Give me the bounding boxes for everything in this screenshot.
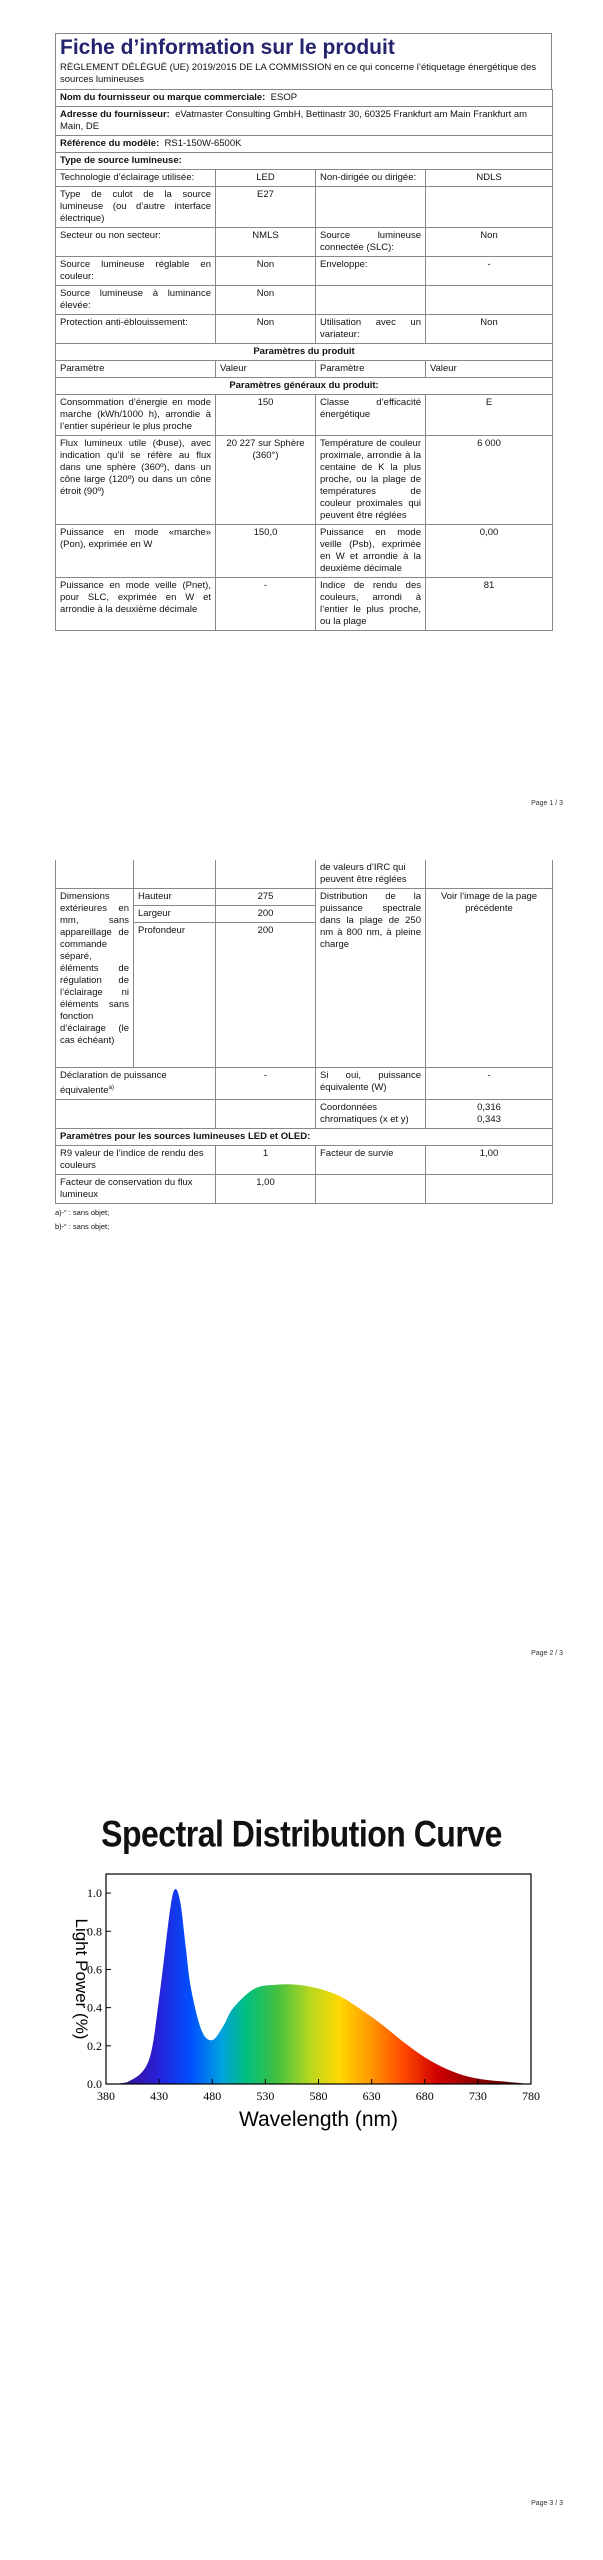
general-label-2: Température de couleur proximale, arrondie à la centaine de K la plus proche, ou la plage de températures de couleur proximales qui peuvent être réglées — [316, 436, 426, 525]
type-value-2: NDLS — [426, 170, 553, 187]
chroma-row — [56, 1100, 553, 1129]
params-header: Paramètres du produit — [56, 344, 553, 361]
x-tick-label: 780 — [522, 2089, 540, 2103]
type-value-1: E27 — [216, 187, 316, 228]
r9-value: 1 — [216, 1146, 316, 1175]
footnotes — [55, 1208, 552, 1232]
equiv-row — [56, 1068, 553, 1100]
type-value-2 — [426, 187, 553, 228]
dim-name-width: Largeur — [134, 906, 216, 923]
y-tick-label: 0.8 — [87, 1924, 102, 1939]
source-type-header-row — [56, 153, 553, 170]
dim-value-depth: 200 — [216, 923, 316, 1068]
general-label-1: Puissance en mode «marche» (Pon), exprimée en W — [56, 525, 216, 578]
flux-row — [56, 1175, 553, 1204]
type-row — [56, 170, 553, 187]
chroma-label: Coordonnées chromatiques (x et y) — [316, 1100, 426, 1129]
x-tick-label: 430 — [150, 2089, 169, 2103]
type-row — [56, 286, 553, 315]
dim-value-width: 200 — [216, 906, 316, 923]
type-label-1: Source lumineuse réglable en couleur: — [56, 257, 216, 286]
equiv-value: - — [216, 1068, 316, 1100]
general-label-2: Classe d’efficacité énergétique — [316, 395, 426, 436]
type-value-2: - — [426, 257, 553, 286]
r9-label: R9 valeur de l’indice de rendu des couleurs — [56, 1146, 216, 1175]
equiv-power-value: - — [426, 1068, 553, 1100]
product-table — [55, 89, 553, 631]
y-axis-label: Light Power (%) — [72, 1918, 91, 2040]
product-info-sheet — [55, 33, 552, 631]
y-tick-label: 0.2 — [87, 2038, 102, 2053]
type-label-1: Source lumineuse à luminance élevée: — [56, 286, 216, 315]
led-header: Paramètres pour les sources lumineuses LED et OLED: — [56, 1129, 553, 1146]
supplier-value: ESOP — [270, 92, 298, 103]
type-label-2 — [316, 286, 426, 315]
general-header: Paramètres généraux du produit: — [56, 378, 553, 395]
document-title: Fiche d’information sur le produit — [60, 36, 395, 59]
survival-value: 1,00 — [426, 1146, 553, 1175]
y-tick-label: 1.0 — [87, 1886, 102, 1901]
page-1 — [0, 0, 603, 807]
product-info-sheet-continued — [55, 860, 552, 1232]
type-row — [56, 228, 553, 257]
note-b: b)-“ : sans objet; — [55, 1222, 110, 1232]
chart-title: Spectral Distribution Curve — [101, 1813, 502, 1855]
x-tick-label: 380 — [97, 2089, 115, 2103]
model-row — [56, 136, 553, 153]
page-number-1: Page 1 / 3 — [531, 800, 563, 807]
general-value-2: 0,00 — [426, 525, 553, 578]
x-tick-label: 680 — [415, 2089, 434, 2103]
x-tick-label: 630 — [362, 2089, 381, 2103]
general-value-1: 150,0 — [216, 525, 316, 578]
survival-label: Facteur de survie — [316, 1146, 426, 1175]
x-axis-label: Wavelength (nm) — [238, 2108, 399, 2131]
page-number-2: Page 2 / 3 — [531, 1650, 563, 1657]
type-row — [56, 257, 553, 286]
page-2 — [0, 860, 603, 1680]
general-label-1: Flux lumineux utile (Φuse), avec indication qu’il se réfère au flux dans une sphère (360º), dans un cône large (120º) ou dans un cône étroit (90º) — [56, 436, 216, 525]
address-label: Adresse du fournisseur: — [60, 109, 170, 120]
general-row — [56, 525, 553, 578]
type-value-1: LED — [216, 170, 316, 187]
supplier-row — [56, 90, 553, 107]
page-3 — [0, 1700, 603, 2560]
type-row — [56, 315, 553, 344]
equiv-label: Déclaration de puissance équivalente — [60, 1070, 167, 1097]
chroma-values — [426, 1100, 553, 1129]
supplier-label: Nom du fournisseur ou marque commerciale: — [60, 92, 266, 103]
type-label-1: Protection anti-éblouissement: — [56, 315, 216, 344]
cri-continuation-text: de valeurs d’IRC qui peuvent être réglées — [316, 860, 426, 889]
x-tick-label: 580 — [309, 2089, 328, 2103]
col-param-2: Paramètre — [316, 361, 426, 378]
chroma-y: 0,343 — [477, 1114, 501, 1126]
type-label-1: Secteur ou non secteur: — [56, 228, 216, 257]
general-value-1: - — [216, 578, 316, 631]
y-tick-label: 0.4 — [87, 2000, 102, 2015]
flux-value: 1,00 — [216, 1175, 316, 1204]
general-value-2: 6 000 — [426, 436, 553, 525]
y-tick-label: 0.0 — [87, 2077, 102, 2091]
col-param-1: Paramètre — [56, 361, 216, 378]
y-tick-label: 0.6 — [87, 1962, 102, 1977]
led-header-row — [56, 1129, 553, 1146]
equiv-sup: a) — [108, 1085, 114, 1091]
type-value-1: NMLS — [216, 228, 316, 257]
col-value-1: Valeur — [216, 361, 316, 378]
dims-row-height — [56, 889, 553, 906]
equiv-power-label: Si oui, puissance équivalente (W) — [316, 1068, 426, 1100]
dim-value-height: 275 — [216, 889, 316, 906]
chroma-x: 0,316 — [477, 1102, 501, 1114]
dim-name-height: Hauteur — [134, 889, 216, 906]
page-number-3: Page 3 / 3 — [531, 2500, 563, 2507]
general-value-2: E — [426, 395, 553, 436]
spectral-chart — [46, 1864, 546, 2154]
params-col-header-row — [56, 361, 553, 378]
general-row — [56, 395, 553, 436]
note-a: a)-“ : sans objet; — [55, 1208, 110, 1218]
dims-label: Dimensions extérieures en mm, sans appareillage de commande séparé, éléments de régulation de l’éclairage ni éléments sans fonction d’éclairage (le cas échéant) — [56, 889, 134, 1068]
general-row — [56, 578, 553, 631]
general-row — [56, 436, 553, 525]
type-value-2: Non — [426, 315, 553, 344]
type-label-2 — [316, 187, 426, 228]
x-tick-label: 480 — [203, 2089, 222, 2103]
general-value-2: 81 — [426, 578, 553, 631]
address-value: eVatmaster Consulting GmbH, Bettinastr 30, 60325 Frankfurt am Main Frankfurt am Main, DE — [60, 109, 528, 132]
spectral-value: Voir l’image de la page précédente — [426, 889, 553, 1068]
col-value-2: Valeur — [426, 361, 553, 378]
address-row — [56, 107, 553, 136]
type-value-1: Non — [216, 257, 316, 286]
type-label-2: Source lumineuse connectée (SLC): — [316, 228, 426, 257]
spectral-label: Distribution de la puissance spectrale dans la plage de 250 nm à 800 nm, à pleine charge — [316, 889, 426, 1068]
equiv-label-cell — [56, 1068, 216, 1100]
general-value-1: 150 — [216, 395, 316, 436]
model-value: RS1-150W-6500K — [164, 138, 242, 149]
model-label: Référence du modèle: — [60, 138, 160, 149]
type-value-1: Non — [216, 286, 316, 315]
x-tick-label: 730 — [468, 2089, 487, 2103]
type-row — [56, 187, 553, 228]
flux-label: Facteur de conservation du flux lumineux — [56, 1175, 216, 1204]
product-table-continued — [55, 860, 553, 1204]
general-label-2: Indice de rendu des couleurs, arrondi à l’entier le plus proche, ou la plage — [316, 578, 426, 631]
spectrum-area — [106, 1889, 531, 2084]
general-label-1: Consommation d’énergie en mode marche (kWh/1000 h), arrondie à l’entier supérieur le plus proche — [56, 395, 216, 436]
general-label-2: Puissance en mode veille (Psb), exprimée en W et arrondie à la deuxième décimale — [316, 525, 426, 578]
type-value-1: Non — [216, 315, 316, 344]
type-label-2: Enveloppe: — [316, 257, 426, 286]
type-label-1: Type de culot de la source lumineuse (ou d’autre interface électrique) — [56, 187, 216, 228]
regulation-text: RÈGLEMENT DÉLÉGUÉ (UE) 2019/2015 DE LA COMMISSION en ce qui concerne l’étiquetage énergétique des sources lumineuses — [60, 62, 537, 85]
type-label-1: Technologie d’éclairage utilisée: — [56, 170, 216, 187]
type-value-2: Non — [426, 228, 553, 257]
x-tick-label: 530 — [256, 2089, 275, 2103]
r9-row — [56, 1146, 553, 1175]
source-type-header: Type de source lumineuse: — [56, 153, 553, 170]
dim-name-depth: Profondeur — [134, 923, 216, 1068]
general-header-row — [56, 378, 553, 395]
continuation-row — [56, 860, 553, 889]
general-label-1: Puissance en mode veille (Pnet), pour SLC, exprimée en W et arrondie à la deuxième décimale — [56, 578, 216, 631]
type-label-2: Non-dirigée ou dirigée: — [316, 170, 426, 187]
general-value-1: 20 227 sur Sphère (360°) — [216, 436, 316, 525]
title-box — [55, 33, 552, 89]
type-label-2: Utilisation avec un variateur: — [316, 315, 426, 344]
type-value-2 — [426, 286, 553, 315]
params-header-row — [56, 344, 553, 361]
